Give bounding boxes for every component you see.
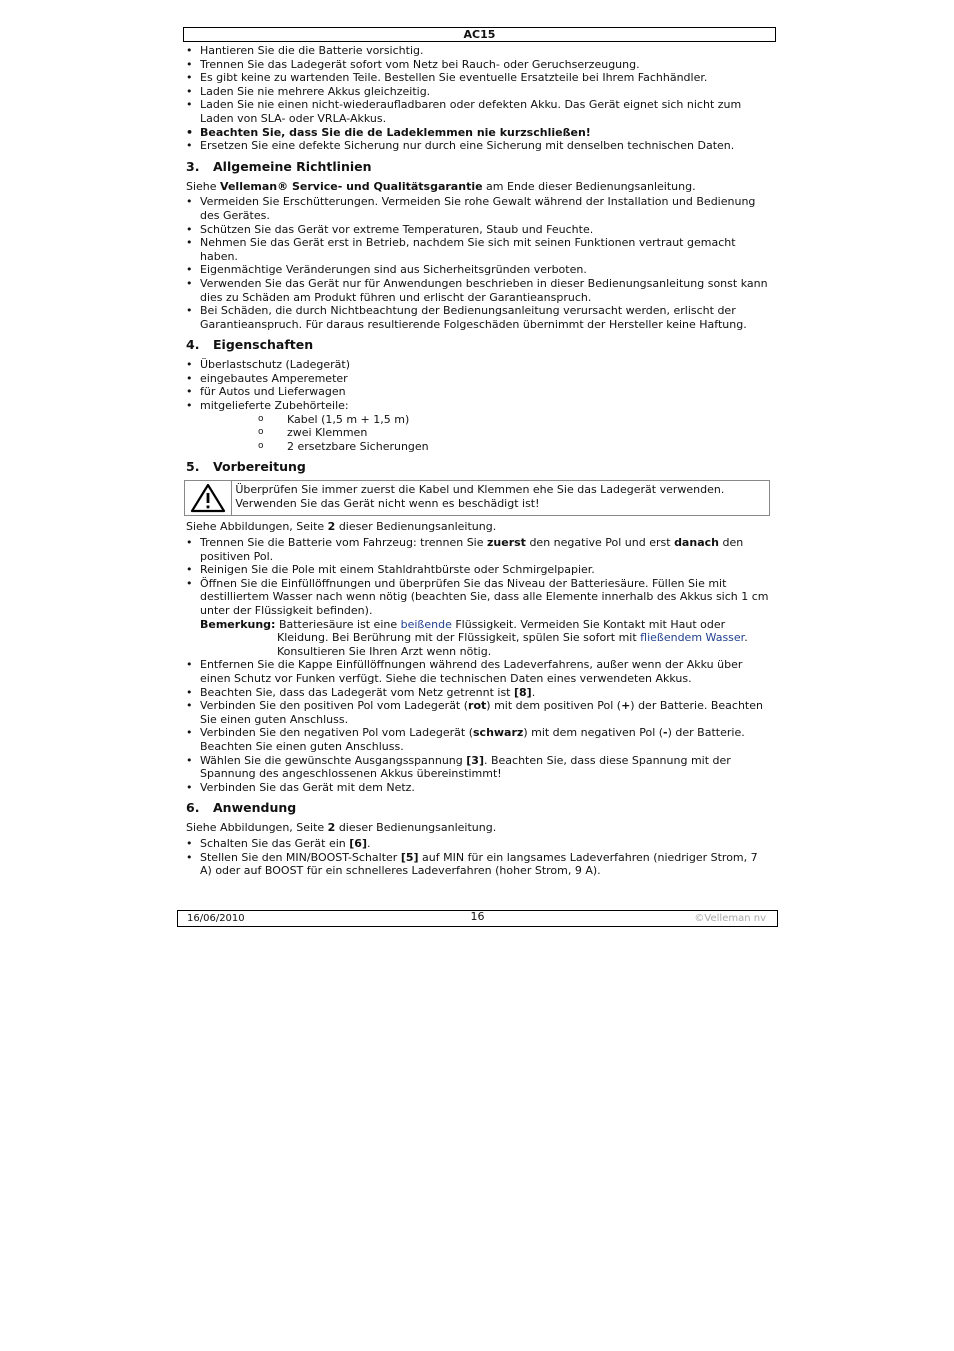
list-item: • Vermeiden Sie Erschütterungen. Vermeiden Sie rohe Gewalt während der Installation und Bedienung des Gerätes. [186,195,772,222]
list-item: • Schützen Sie das Gerät vor extreme Temperaturen, Staub und Feuchte. [186,223,772,237]
section-number: 4. [186,337,200,353]
text-span: . [744,631,748,645]
bold-text: [6] [349,836,367,850]
document-header [183,27,776,42]
warning-triangle-icon [190,483,226,513]
sublist-item: o Kabel (1,5 m + 1,5 m) [258,413,772,427]
text-span: . Beachten Sie, dass diese Spannung mit der Spannung des angeschlossenen Akkus übereinstimmt! [200,753,731,781]
note-continuation: Konsultieren Sie Ihren Arzt wenn nötig. [277,644,492,658]
sublist-item: o 2 ersetzbare Sicherungen [258,440,772,454]
text-span: Flüssigkeit. Vermeiden Sie Kontakt mit Haut oder [451,617,726,631]
list-item: • Verwenden Sie das Gerät nur für Anwendungen beschrieben in dieser Bedienungsanleitung sonst kann dies zu Schäden am Produkt führen und erlischt der Garantieanspruch. [186,277,772,304]
text-span: Trennen Sie die Batterie vom Fahrzeug: trennen Sie [200,536,488,550]
bold-text: [5] [400,850,419,864]
list-item: • Ersetzen Sie eine defekte Sicherung nur durch eine Sicherung mit denselben technischen Daten. [186,139,772,153]
section-heading [186,459,772,474]
text-span: Siehe Abbildungen, Seite [186,821,328,835]
text-span: Kleidung. Bei Berührung mit der Flüssigkeit, spülen Sie sofort mit [277,631,641,645]
list-item: • Laden Sie nie einen nicht-wiederaufladbaren oder defekten Akku. Das Gerät eignet sich nicht zum Laden von SLA- oder VRLA-Akkus. [186,98,772,125]
text-span: Siehe Abbildungen, Seite [186,520,328,534]
bold-text: danach [674,536,719,550]
bold-text: zuerst [487,536,526,550]
text-span: auf MIN für ein langsames Ladeverfahren (niedriger Strom, 7 A) oder auf BOOST für ein schnelleres Ladeverfahren (hoher Strom, 9 A). [200,850,758,878]
list-item [186,754,772,781]
footer-copyright: ©Velleman nv [694,913,766,924]
section-title: Vorbereitung [213,459,306,475]
list-item: • Reinigen Sie die Pole mit einem Stahldrahtbürste oder Schmirgelpapier. [186,563,772,577]
bold-text: - [663,726,668,740]
list-item [186,837,772,851]
text-span: ) mit dem negativen Pol ( [523,726,664,740]
list-item: • Entfernen Sie die Kappe Einfüllöffnungen während des Ladeverfahrens, außer wenn der Akku über einen Schutz vor Funken verfügt. Siehe die technischen Daten eines verwendeten Akkus. [186,658,772,685]
list-item [186,726,772,753]
text-span: ) der Batterie. Beachten Sie einen guten Anschluss. [200,726,745,753]
list-item: • Trennen Sie das Ladegerät sofort vom Netz bei Rauch- oder Geruchserzeugung. [186,58,772,72]
warning-icon-cell [185,481,232,515]
bold-text: + [621,699,631,713]
bold-text: Velleman® Service- und Qualitätsgarantie [220,179,483,193]
bold-text: schwarz [473,726,524,740]
guidelines-list [186,195,772,331]
text-span: den negative Pol und erst [525,536,675,550]
text-span: Verbinden Sie den negativen Pol vom Ladegerät ( [200,726,473,740]
footer-date: 16/06/2010 [187,913,245,924]
note [200,618,772,632]
text-span: Wählen Sie die gewünschte Ausgangsspannung [200,753,467,767]
text-span: am Ende dieser Bedienungsanleitung. [482,179,696,193]
paragraph [186,520,772,534]
list-item: • Beachten Sie, dass Sie die de Ladeklemmen nie kurzschließen! [186,126,772,140]
page-content [186,44,772,878]
list-item: • Nehmen Sie das Gerät erst in Betrieb, nachdem Sie sich mit seinen Funktionen vertraut gemacht haben. [186,236,772,263]
text-span: dieser Bedienungsanleitung. [335,821,497,835]
usage-list [186,837,772,878]
section-heading [186,337,772,352]
header-title: AC15 [463,28,496,41]
list-item: • Eigenmächtige Veränderungen sind aus Sicherheitsgründen verboten. [186,263,772,277]
page-number: 16 [470,910,485,923]
paragraph [186,821,772,835]
text-span: Batteriesäure ist eine [275,617,401,631]
text-span: dieser Bedienungsanleitung. [335,520,497,534]
list-item: • Hantieren Sie die die Batterie vorsichtig. [186,44,772,58]
text-span: ) der Batterie. Beachten Sie einen guten Anschluss. [200,699,763,726]
list-item: • Es gibt keine zu wartenden Teile. Bestellen Sie eventuelle Ersatzteile bei Ihrem Fachhändler. [186,71,772,85]
warning-text: Überprüfen Sie immer zuerst die Kabel und Klemmen ehe Sie das Ladegerät verwenden. Verwenden Sie das Gerät nicht wenn es beschädigt ist! [235,483,725,511]
text-span: Stellen Sie den MIN/BOOST-Schalter [200,850,401,864]
safety-list [186,44,772,153]
section-number: 3. [186,158,200,174]
accessories-sublist [186,413,772,454]
text-span: . [366,836,371,850]
list-item: • für Autos und Lieferwagen [186,385,772,399]
section-title: Allgemeine Richtlinien [213,158,372,174]
list-item [186,577,772,659]
list-item-text: • Öffnen Sie die Einfüllöffnungen und überprüfen Sie das Niveau der Batteriesäure. Füllen Sie mit destilliertem Wasser nach wenn nötig (beachten Sie, dass alle Elemente innerhalb des Akkus sich 1 cm unter der Flüssigkeit befinden). [200,576,769,617]
list-item: • Laden Sie nie mehrere Akkus gleichzeitig. [186,85,772,99]
section-title: Anwendung [213,800,297,816]
list-item: • mitgelieferte Zubehörteile: [186,399,772,413]
text-span: Verbinden Sie den positiven Pol vom Ladegerät ( [200,699,469,713]
section-number: 5. [186,459,200,475]
note-label: Bemerkung: [200,617,276,631]
note-continuation [200,631,772,645]
text-span: Beachten Sie, dass das Ladegerät vom Netz getrennt ist [200,685,514,699]
list-item: • Überlastschutz (Ladegerät) [186,358,772,372]
text-span: ) mit dem positiven Pol ( [486,699,622,713]
section-heading [186,800,772,815]
features-list [186,358,772,412]
section-title: Eigenschaften [213,337,314,353]
text-span: . [531,685,536,699]
paragraph [186,180,772,194]
hyperlink-text: fließendem Wasser [640,631,745,645]
warning-box [184,480,770,516]
bold-text: 2 [327,520,336,534]
text-span: den positiven Pol. [200,536,744,563]
list-item [186,699,772,726]
text-span: Siehe [186,179,221,193]
bold-text: rot [468,699,487,713]
document-footer [177,910,778,927]
list-item [186,851,772,878]
list-item [186,536,772,563]
hyperlink-text: beißende [400,617,452,631]
text-span: Schalten Sie das Gerät ein [200,836,350,850]
list-item: • Verbinden Sie das Gerät mit dem Netz. [186,781,772,795]
list-item [186,686,772,700]
bold-text: 2 [327,821,336,835]
bold-text: [8] [514,685,532,699]
section-number: 6. [186,800,200,816]
list-item: • eingebautes Amperemeter [186,372,772,386]
bold-text: [3] [466,753,484,767]
section-heading [186,159,772,174]
sublist-item: o zwei Klemmen [258,426,772,440]
list-item: • Bei Schäden, die durch Nichtbeachtung der Bedienungsanleitung verursacht werden, erlischt der Garantieanspruch. Für daraus resultierende Folgeschäden übernimmt der Hersteller keine Haftung. [186,304,772,331]
preparation-list [186,536,772,794]
